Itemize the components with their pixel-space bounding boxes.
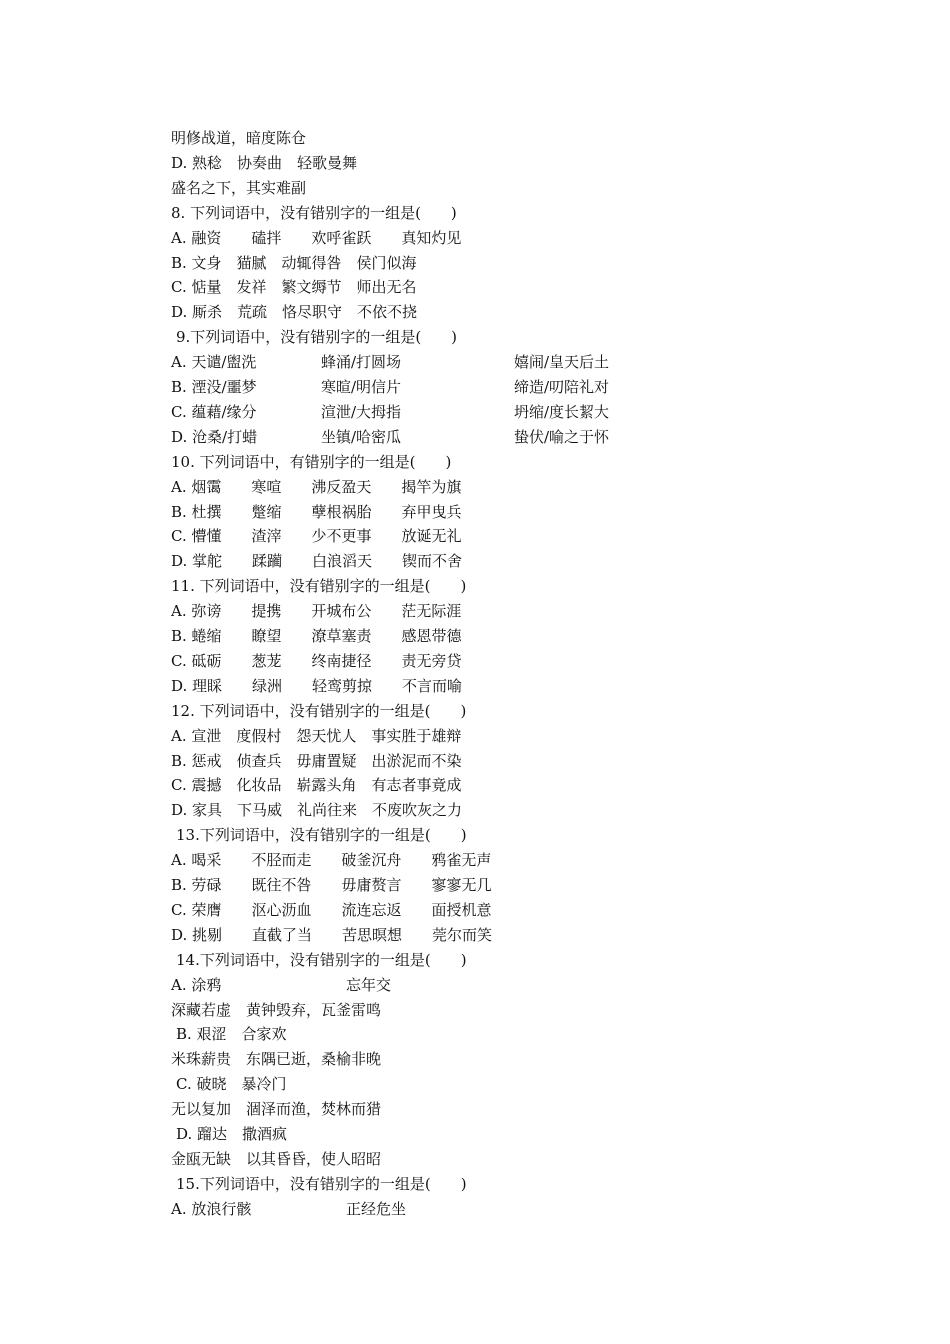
text-line: D. 掌舵 蹂躏 白浪滔天 锲而不舍 xyxy=(171,552,463,571)
line-cell: 坍缩/度长絜大 xyxy=(514,402,610,421)
text-line: 金瓯无缺 以其昏昏，使人昭昭 xyxy=(171,1149,382,1168)
text-line: B. 杜撰 蹩缩 孽根祸胎 弃甲曳兵 xyxy=(171,502,462,521)
text-line: 盛名之下，其实难副 xyxy=(171,178,307,197)
text-line: A. 弥谤 提携 开城布公 茫无际涯 xyxy=(171,602,462,621)
text-line: 12. 下列词语中，没有错别字的一组是( ) xyxy=(171,701,467,720)
line-cell: 寒暄/明信片 xyxy=(321,378,402,396)
line-cell: 缔造/叨陪礼对 xyxy=(514,378,610,396)
text-line: 15.下列词语中，没有错别字的一组是( ) xyxy=(176,1174,467,1193)
text-line: D. 厮杀 荒疏 恪尽职守 不依不挠 xyxy=(171,303,418,322)
text-line: B. 蜷缩 瞭望 潦草塞责 感恩带德 xyxy=(171,627,462,645)
line-cell: 嬉闹/皇天后土 xyxy=(514,353,610,372)
text-line: B. 艰涩 合家欢 xyxy=(176,1025,287,1044)
text-line: B. 劳碌 既往不咎 毋庸赘言 寥寥无几 xyxy=(171,876,492,894)
text-line: D. 理睬 绿洲 轻鸾剪掠 不言而喻 xyxy=(171,676,463,695)
text-line: 13.下列词语中，没有错别字的一组是( ) xyxy=(176,826,467,845)
text-line: 8. 下列词语中，没有错别字的一组是( ) xyxy=(171,203,457,222)
text-line: C. 懵懂 渣滓 少不更事 放诞无礼 xyxy=(171,527,462,546)
text-line: 无以复加 涸泽而渔，焚林而猎 xyxy=(171,1100,382,1119)
text-line: D. 家具 下马威 礼尚往来 不废吹灰之力 xyxy=(171,801,463,820)
text-line: 米珠薪贵 东隅已逝，桑榆非晚 xyxy=(171,1050,382,1069)
line-cell: A. 天谴/盥洗 xyxy=(171,353,257,372)
text-line: C. 砥砺 葱茏 终南捷径 责无旁贷 xyxy=(171,651,462,670)
text-line: 14.下列词语中，没有错别字的一组是( ) xyxy=(176,950,467,969)
line-cell: 蜂涌/打圆场 xyxy=(321,353,402,372)
text-line: 9.下列词语中，没有错别字的一组是( ) xyxy=(176,328,458,347)
text-line: A. 宣泄 度假村 怨天忧人 事实胜于雄辩 xyxy=(171,726,462,745)
line-cell: 蛰伏/喻之于怀 xyxy=(514,427,610,446)
text-line: 11. 下列词语中，没有错别字的一组是( ) xyxy=(171,577,467,596)
text-line: B. 文身 猫腻 动辄得咎 侯门似海 xyxy=(171,253,417,272)
text-line: B. 惩戒 侦查兵 毋庸置疑 出淤泥而不染 xyxy=(171,751,462,770)
line-cell: 渲泄/大拇指 xyxy=(321,402,402,421)
text-line: A. 烟霭 寒喧 沸反盈天 揭竿为旗 xyxy=(171,477,462,496)
text-line: C. 惦量 发祥 繁文缛节 师出无名 xyxy=(171,278,417,297)
text-line: D. 挑剔 直截了当 苦思暝想 莞尔而笑 xyxy=(171,925,493,944)
line-cell: 忘年交 xyxy=(346,975,392,994)
text-line: A. 喝采 不胫而走 破釜沉舟 鸦雀无声 xyxy=(171,851,492,870)
text-line: C. 震撼 化妆品 崭露头角 有志者事竟成 xyxy=(171,776,462,795)
line-cell: A. 涂鸦 xyxy=(171,975,222,994)
text-line: A. 融资 磕拌 欢呼雀跃 真知灼见 xyxy=(171,228,462,247)
text-line: C. 破晓 暴冷门 xyxy=(176,1075,287,1094)
line-cell: 正经危坐 xyxy=(346,1199,407,1218)
line-cell: B. 湮没/噩梦 xyxy=(171,378,257,396)
text-line: C. 荣膺 沤心沥血 流连忘返 面授机意 xyxy=(171,900,492,919)
line-cell: C. 蕴藉/缘分 xyxy=(171,402,257,421)
text-line: D. 熟稔 协奏曲 轻歌曼舞 xyxy=(171,153,358,172)
line-cell: D. 沧桑/打蜡 xyxy=(171,427,258,446)
text-line: D. 蹓达 撒酒疯 xyxy=(176,1125,288,1143)
text-line: 10. 下列词语中，有错别字的一组是( ) xyxy=(171,452,452,471)
text-line: 深藏若虚 黄钟毁弃，瓦釜雷鸣 xyxy=(171,1000,382,1019)
line-cell: 坐镇/哈密瓜 xyxy=(321,427,402,446)
text-line: 明修战道，暗度陈仓 xyxy=(171,129,307,147)
line-cell: A. 放浪行骸 xyxy=(171,1199,252,1218)
